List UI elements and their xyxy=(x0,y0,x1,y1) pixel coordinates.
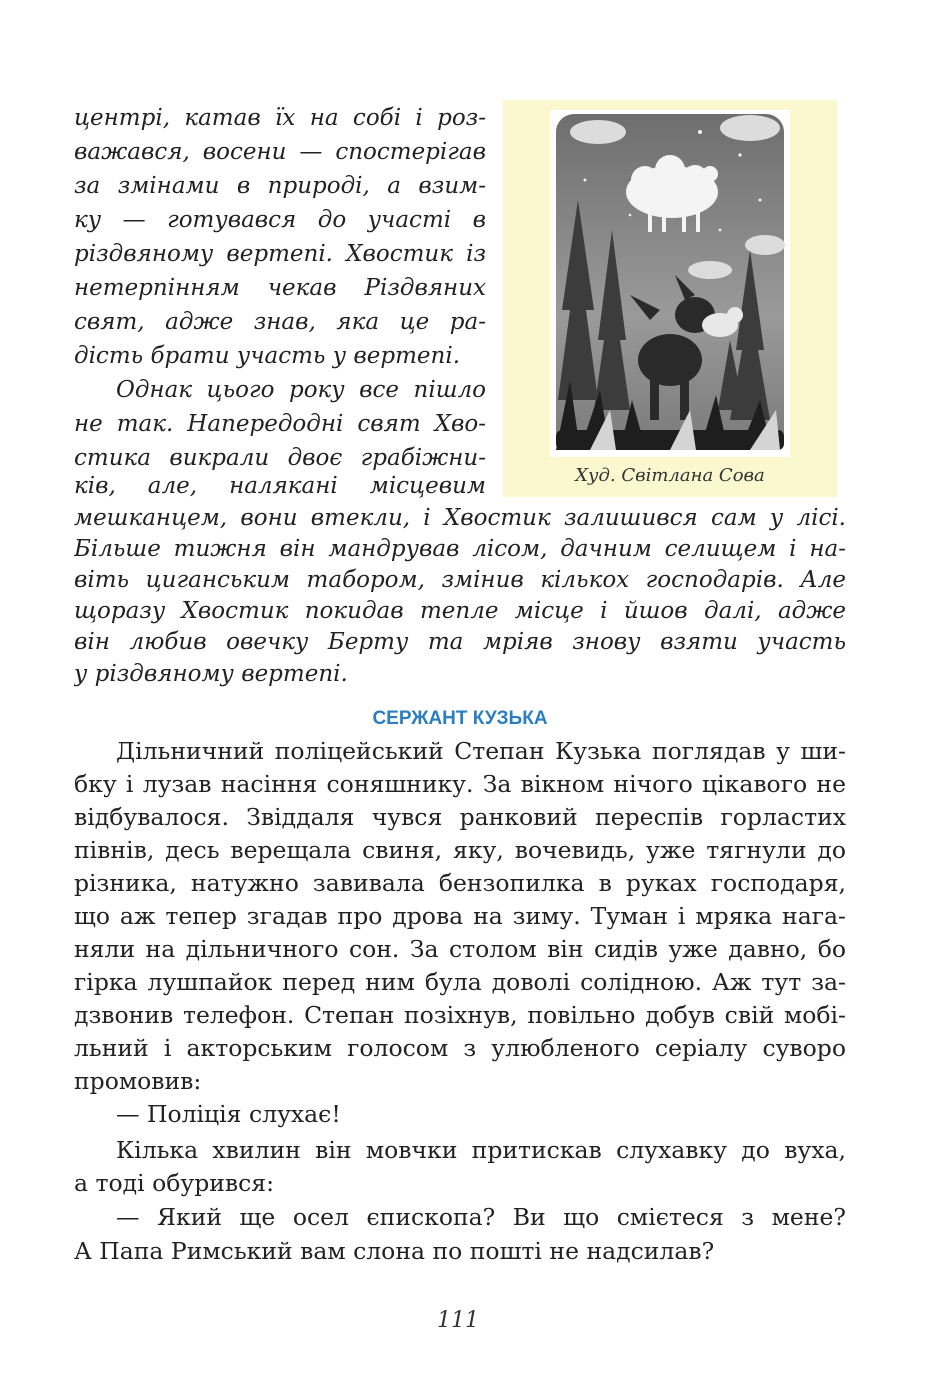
text-line: різника, натужно завивала бензопилка в руках господаря, xyxy=(74,869,846,897)
text-line: Дільничний поліцейський Степан Кузька поглядав у ши- xyxy=(116,737,846,765)
illustration-caption: Худ. Світлана Сова xyxy=(575,465,765,486)
section-heading: СЕРЖАНТ КУЗЬКА xyxy=(372,708,548,729)
text-line: льний і акторським голосом з улюбленого серіалу суворо xyxy=(74,1034,846,1062)
text-line: півнів, десь верещала свиня, яку, вочевидь, уже тягнули до xyxy=(74,836,846,864)
text-line: А Папа Римський вам слона по пошті не надсилав? xyxy=(74,1237,715,1265)
text-line: стика викрали двоє грабіжни- xyxy=(74,445,486,471)
dialogue-line: — Поліція слухає! xyxy=(116,1100,341,1128)
text-line: промовив: xyxy=(74,1067,202,1095)
dialogue-line: — Який ще осел єпископа? Ви що смієтеся з мене? xyxy=(116,1203,846,1231)
text-line: він любив овечку Берту та мріяв знову взяти участь xyxy=(74,629,846,655)
text-line: свят, адже знав, яка це ра- xyxy=(74,309,486,335)
illustration-frame xyxy=(503,100,837,497)
text-line: гірка лушпайок перед ним була доволі солідною. Аж тут за- xyxy=(74,968,846,996)
text-line: що аж тепер згадав про дрова на зиму. Туман і мряка нага- xyxy=(74,902,846,930)
text-line: різдвяному вертепі. Хвостик із xyxy=(74,241,486,267)
text-line: Кілька хвилин він мовчки притискав слухавку до вуха, xyxy=(116,1136,846,1164)
text-line: центрі, катав їх на собі і роз- xyxy=(74,105,486,131)
text-line: нетерпінням чекав Різдвяних xyxy=(74,275,486,301)
text-line: відбувалося. Звіддаля чувся ранковий переспів горластих xyxy=(74,803,846,831)
text-line: мешканцем, вони втекли, і Хвостик залишився сам у лісі. xyxy=(74,505,846,531)
illustration-image xyxy=(550,110,790,457)
text-line: у різдвяному вертепі. xyxy=(74,661,348,687)
text-line: няли на дільничного сон. За столом він сидів уже давно, бо xyxy=(74,935,846,963)
page-number: 111 xyxy=(437,1308,479,1333)
winter-forest-drawing xyxy=(550,110,790,457)
text-line: Однак цього року все пішло xyxy=(116,377,486,403)
text-line: дість брати участь у вертепі. xyxy=(74,343,461,369)
text-line: дзвонив телефон. Степан позіхнув, повільно добув свій мобі- xyxy=(74,1001,846,1029)
text-line: щоразу Хвостик покидав тепле місце і йшов далі, адже xyxy=(74,598,846,624)
text-line: ку — готувався до участі в xyxy=(74,207,486,233)
text-line: не так. Напередодні свят Хво- xyxy=(74,411,486,437)
text-line: за змінами в природі, а взим- xyxy=(74,173,486,199)
text-line: важався, восени — спостерігав xyxy=(74,139,486,165)
text-line: ків, але, налякані місцевим xyxy=(74,473,486,499)
text-line: віть циганським табором, змінив кількох господарів. Але xyxy=(74,567,846,593)
text-line: бку і лузав насіння соняшнику. За вікном нічого цікавого не xyxy=(74,770,846,798)
text-line: а тоді обурився: xyxy=(74,1169,275,1197)
text-line: Більше тижня він мандрував лісом, дачним селищем і на- xyxy=(74,536,846,562)
